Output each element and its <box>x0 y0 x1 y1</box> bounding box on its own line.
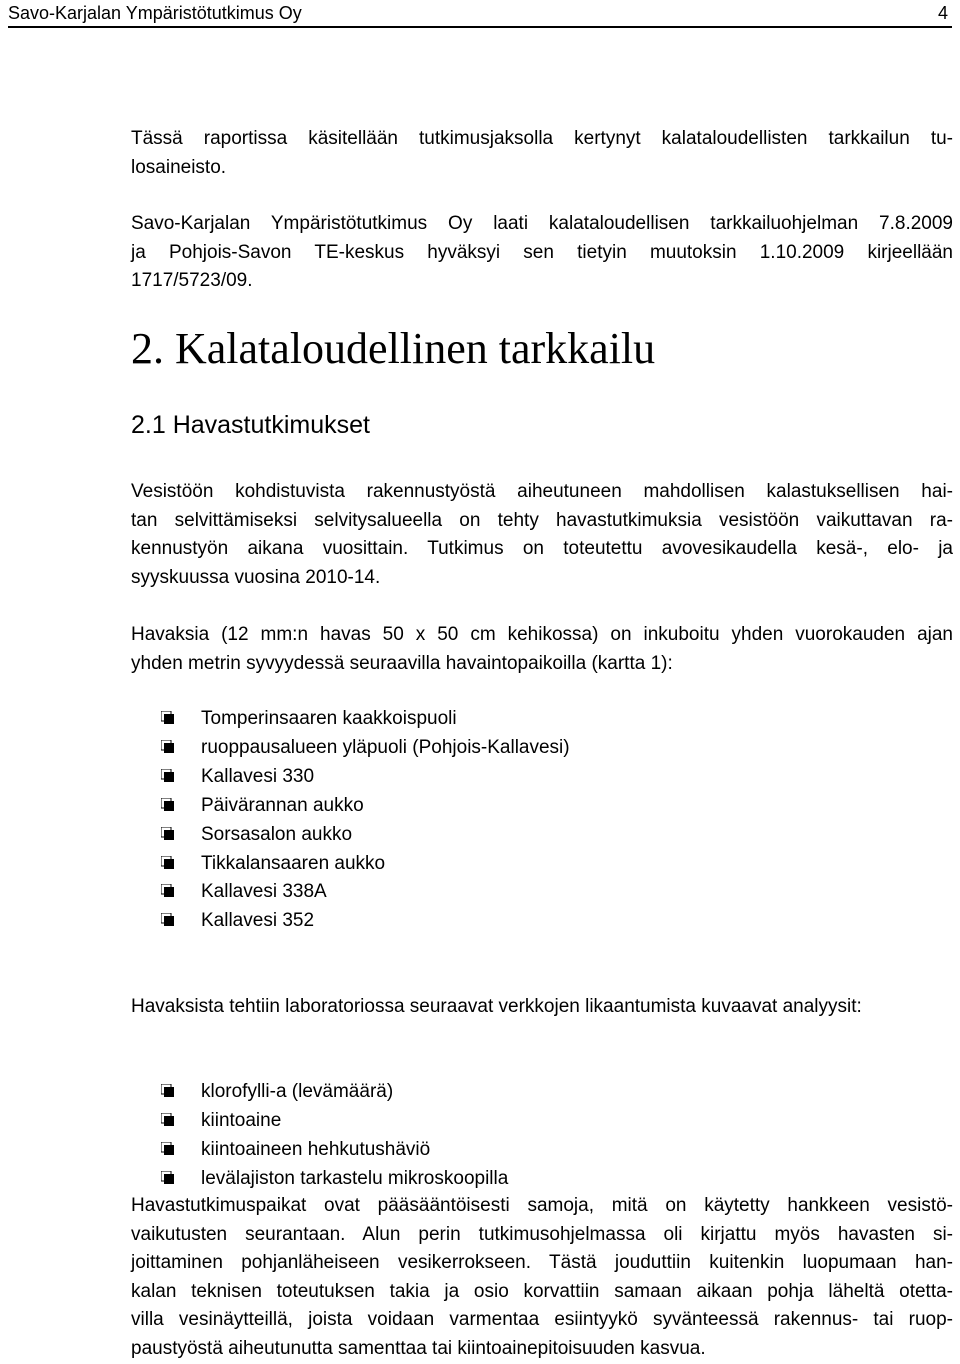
text-line: losaineisto. <box>131 156 227 178</box>
site-label: Sorsasalon aukko <box>201 823 353 845</box>
list-item <box>161 763 570 792</box>
list-item <box>161 705 570 734</box>
square-bullet-icon <box>161 913 175 927</box>
text-line: 1717/5723/09. <box>131 270 253 291</box>
analysis-label: kiintoaineen hehkutushäviö <box>201 1138 431 1160</box>
section-heading: 2. Kalataloudellinen tarkkailu <box>131 324 656 373</box>
final-paragraph <box>131 1192 953 1363</box>
method-paragraph <box>131 621 953 678</box>
text-line: ja Pohjois-Savon TE-keskus hyväksyi sen tietyin muutoksin 1.10.2009 kirjeellään <box>131 241 953 263</box>
text-line: Havastutkimuspaikat ovat pääsääntöisesti samoja, mitä on käytetty hankkeen vesistö- <box>131 1195 953 1216</box>
text-line: syyskuussa vuosina 2010-14. <box>131 566 381 588</box>
site-label: Tikkalansaaren aukko <box>201 852 386 874</box>
text-line: joittaminen pohjanläheiseen vesikerrokseen. Tästä jouduttiin kuitenkin luopumaan han- <box>131 1252 953 1273</box>
site-label: Kallavesi 352 <box>201 910 315 932</box>
list-item <box>161 821 570 850</box>
intro-paragraph <box>131 125 953 182</box>
square-bullet-icon <box>161 1113 175 1127</box>
list-item <box>161 734 570 763</box>
analysis-label: klorofylli-a (levämäärä) <box>201 1081 394 1102</box>
list-item <box>161 1107 508 1136</box>
list-item <box>161 792 570 821</box>
text-line: Vesistöön kohdistuvista rakennustyöstä aiheutuneen mahdollisen kalastuksellisen hai- <box>131 481 953 502</box>
analysis-label: kiintoaine <box>201 1109 282 1131</box>
text-line: Havaksia (12 mm:n havas 50 x 50 cm kehikossa) on inkuboitu yhden vuorokauden ajan <box>131 624 953 645</box>
text-line: kalan teknisen toteutuksen takia ja osio korvattiin samaan aikaan pohja läheltä otetta- <box>131 1280 953 1302</box>
text-line: Tässä raportissa käsitellään tutkimusjaksolla kertynyt kalataloudellisten tarkkailun tu- <box>131 128 953 149</box>
square-bullet-icon <box>161 798 175 812</box>
list-item <box>161 1078 508 1107</box>
text-line: kennustyön aikana vuosittain. Tutkimus on toteutettu avovesikaudella kesä-, elo- ja <box>131 538 953 559</box>
site-label: Kallavesi 338A <box>201 881 327 903</box>
analyses-list <box>161 1078 508 1194</box>
site-label: Tomperinsaaren kaakkoispuoli <box>201 708 457 729</box>
subsection-heading: 2.1 Havastutkimukset <box>131 411 370 439</box>
program-paragraph <box>131 210 953 296</box>
square-bullet-icon <box>161 1084 175 1098</box>
analysis-label: levälajiston tarkastelu mikroskoopilla <box>201 1167 509 1189</box>
square-bullet-icon <box>161 769 175 783</box>
text-line: Savo-Karjalan Ympäristötutkimus Oy laati kalataloudellisen tarkkailuohjelman 7.8.2009 <box>131 213 953 234</box>
analyses-intro <box>131 993 953 1022</box>
text-line: tan selvittämiseksi selvitysalueella on tehty havastutkimuksia vesistöön vaikuttavan ra- <box>131 509 953 531</box>
site-label: Kallavesi 330 <box>201 765 315 787</box>
list-item <box>161 850 570 879</box>
text-line: paustyöstä aiheutunutta samenttaa tai kiintoainepitoisuuden kasvua. <box>131 1337 706 1359</box>
list-item <box>161 907 570 936</box>
page-number: 4 <box>937 3 948 23</box>
text-line: villa vesinäytteillä, joista voidaan varmentaa esiintyykö syvänteessä rakennus- tai ruop- <box>131 1309 953 1330</box>
square-bullet-icon <box>161 856 175 870</box>
square-bullet-icon <box>161 740 175 754</box>
square-bullet-icon <box>161 1142 175 1156</box>
text-line: yhden metrin syvyydessä seuraavilla havaintopaikoilla (kartta 1): <box>131 652 673 674</box>
square-bullet-icon <box>161 1171 175 1185</box>
list-item <box>161 1165 508 1194</box>
square-bullet-icon <box>161 711 175 725</box>
site-label: ruoppausalueen yläpuoli (Pohjois-Kallavesi) <box>201 736 570 758</box>
purpose-paragraph <box>131 478 953 592</box>
text-line: Havaksista tehtiin laboratoriossa seuraavat verkkojen likaantumista kuvaavat analyysit: <box>131 996 862 1017</box>
square-bullet-icon <box>161 884 175 898</box>
page-header <box>8 0 952 28</box>
text-line: vaikutusten seurantaan. Alun perin tutkimusohjelmassa oli kirjattu myös havasten si- <box>131 1223 953 1245</box>
list-item <box>161 1136 508 1165</box>
square-bullet-icon <box>161 827 175 841</box>
sites-list <box>161 705 570 936</box>
list-item <box>161 878 570 907</box>
organization-name: Savo-Karjalan Ympäristötutkimus Oy <box>8 3 302 23</box>
site-label: Päivärannan aukko <box>201 794 364 816</box>
